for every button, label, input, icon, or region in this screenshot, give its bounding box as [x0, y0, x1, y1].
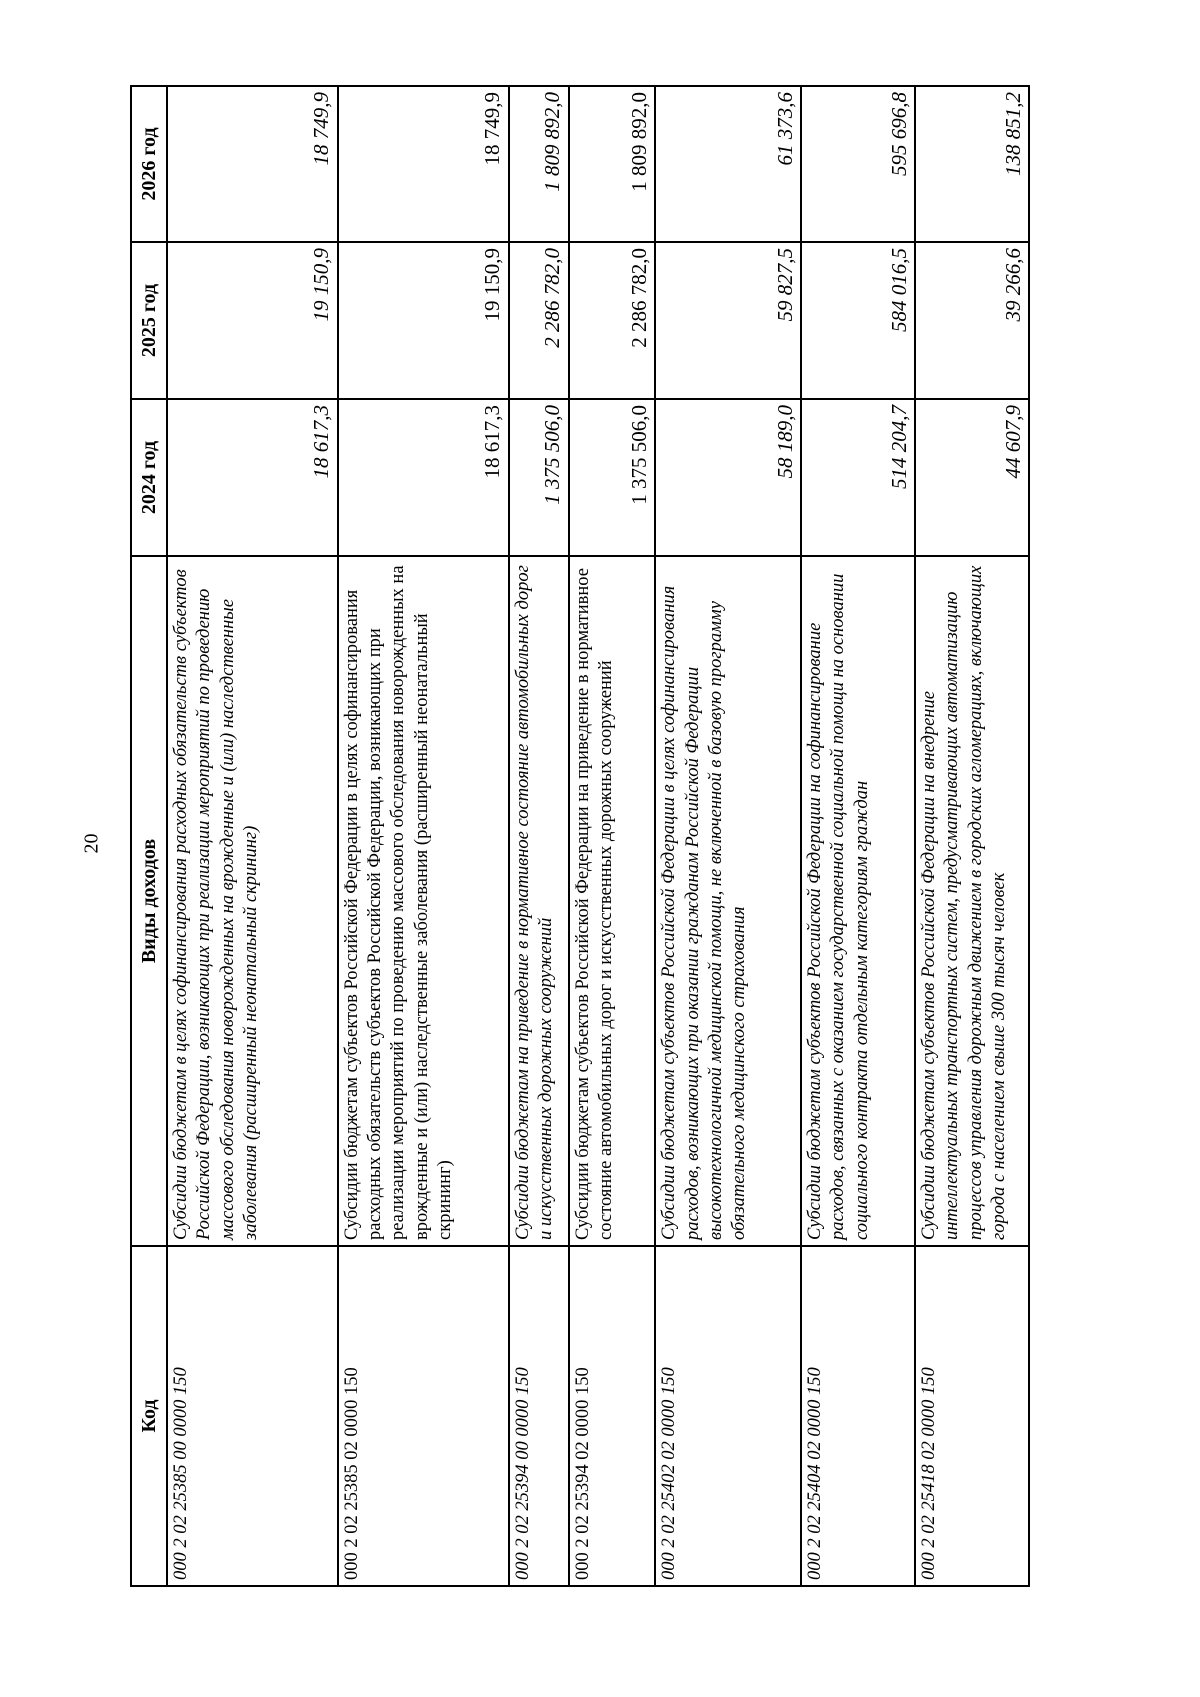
row-code: 000 2 02 25394 00 0000 150: [509, 1246, 569, 1586]
row-code: 000 2 02 25404 02 0000 150: [801, 1246, 915, 1586]
row-value-2026: 61 373,6: [655, 86, 801, 242]
row-value-2024: 58 189,0: [655, 399, 801, 556]
row-value-2026: 18 749,9: [338, 86, 509, 242]
row-code: 000 2 02 25385 02 0000 150: [338, 1246, 509, 1586]
header-2025: 2025 год: [131, 242, 167, 399]
row-code: 000 2 02 25394 02 0000 150: [569, 1246, 656, 1586]
row-value-2026: 18 749,9: [167, 86, 338, 242]
row-value-2025: 2 286 782,0: [509, 242, 569, 399]
header-2024: 2024 год: [131, 399, 167, 556]
table-row: [338, 86, 509, 1586]
row-value-2024: 18 617,3: [167, 399, 338, 556]
revenue-table-container: [130, 87, 1030, 1587]
header-2026: 2026 год: [131, 86, 167, 242]
row-name: Субсидии бюджетам на приведение в нормативное состояние автомобильных дорог и искусственных дорожных сооружений: [509, 556, 569, 1246]
row-value-2024: 1 375 506,0: [569, 399, 656, 556]
row-value-2025: 19 150,9: [338, 242, 509, 399]
row-name: Субсидии бюджетам субъектов Российской Федерации на приведение в нормативное состояние автомобильных дорог и искусственных дорожных сооружений: [569, 556, 656, 1246]
row-value-2025: 19 150,9: [167, 242, 338, 399]
table-row: [167, 86, 338, 1586]
row-value-2025: 2 286 782,0: [569, 242, 656, 399]
row-value-2026: 1 809 892,0: [509, 86, 569, 242]
row-code: 000 2 02 25402 02 0000 150: [655, 1246, 801, 1586]
row-name: Субсидии бюджетам в целях софинансирования расходных обязательств субъектов Российской Федерации, возникающих при реализации мероприятий по проведению массового обследования новорожденных на врожденные и (или) наследственные заболевания (расширенный неонатальный скрининг): [167, 556, 338, 1246]
row-name: Субсидии бюджетам субъектов Российской Федерации в целях софинансирования расходов, возникающих при оказании гражданам Российской Федерации высокотехнологичной медицинской помощи, не включенной в базовую программу обязательного медицинского страхования: [655, 556, 801, 1246]
header-name: Виды доходов: [131, 556, 167, 1246]
row-value-2024: 44 607,9: [915, 399, 1029, 556]
row-value-2026: 595 696,8: [801, 86, 915, 242]
row-value-2024: 1 375 506,0: [509, 399, 569, 556]
table-row: [569, 86, 656, 1586]
row-code: 000 2 02 25418 02 0000 150: [915, 1246, 1029, 1586]
header-code: Код: [131, 1246, 167, 1586]
table-header-row: [131, 86, 167, 1586]
row-value-2026: 138 851,2: [915, 86, 1029, 242]
row-value-2024: 514 204,7: [801, 399, 915, 556]
table-row: [801, 86, 915, 1586]
table-row: [655, 86, 801, 1586]
revenue-table: [130, 85, 1030, 1587]
row-value-2025: 59 827,5: [655, 242, 801, 399]
row-value-2025: 584 016,5: [801, 242, 915, 399]
row-value-2025: 39 266,6: [915, 242, 1029, 399]
row-name: Субсидии бюджетам субъектов Российской Федерации в целях софинансирования расходных обязательств субъектов Российской Федерации, возникающих при реализации мероприятий по проведению массового обследования новорожденных на врожденные и (или) наследственные заболевания (расширенный неонатальный скрининг): [338, 556, 509, 1246]
table-row: [509, 86, 569, 1586]
row-code: 000 2 02 25385 00 0000 150: [167, 1246, 338, 1586]
row-name: Субсидии бюджетам субъектов Российской Федерации на софинансирование расходов, связанных с оказанием государственной социальной помощи на основании социального контракта отдельным категориям граждан: [801, 556, 915, 1246]
page-number: 20: [80, 833, 103, 854]
row-value-2026: 1 809 892,0: [569, 86, 656, 242]
table-row: [915, 86, 1029, 1586]
row-value-2024: 18 617,3: [338, 399, 509, 556]
row-name: Субсидии бюджетам субъектов Российской Федерации на внедрение интеллектуальных транспортных систем, предусматривающих автоматизацию процессов управления дорожным движением в городских агломерациях, включающих города с населением свыше 300 тысяч человек: [915, 556, 1029, 1246]
